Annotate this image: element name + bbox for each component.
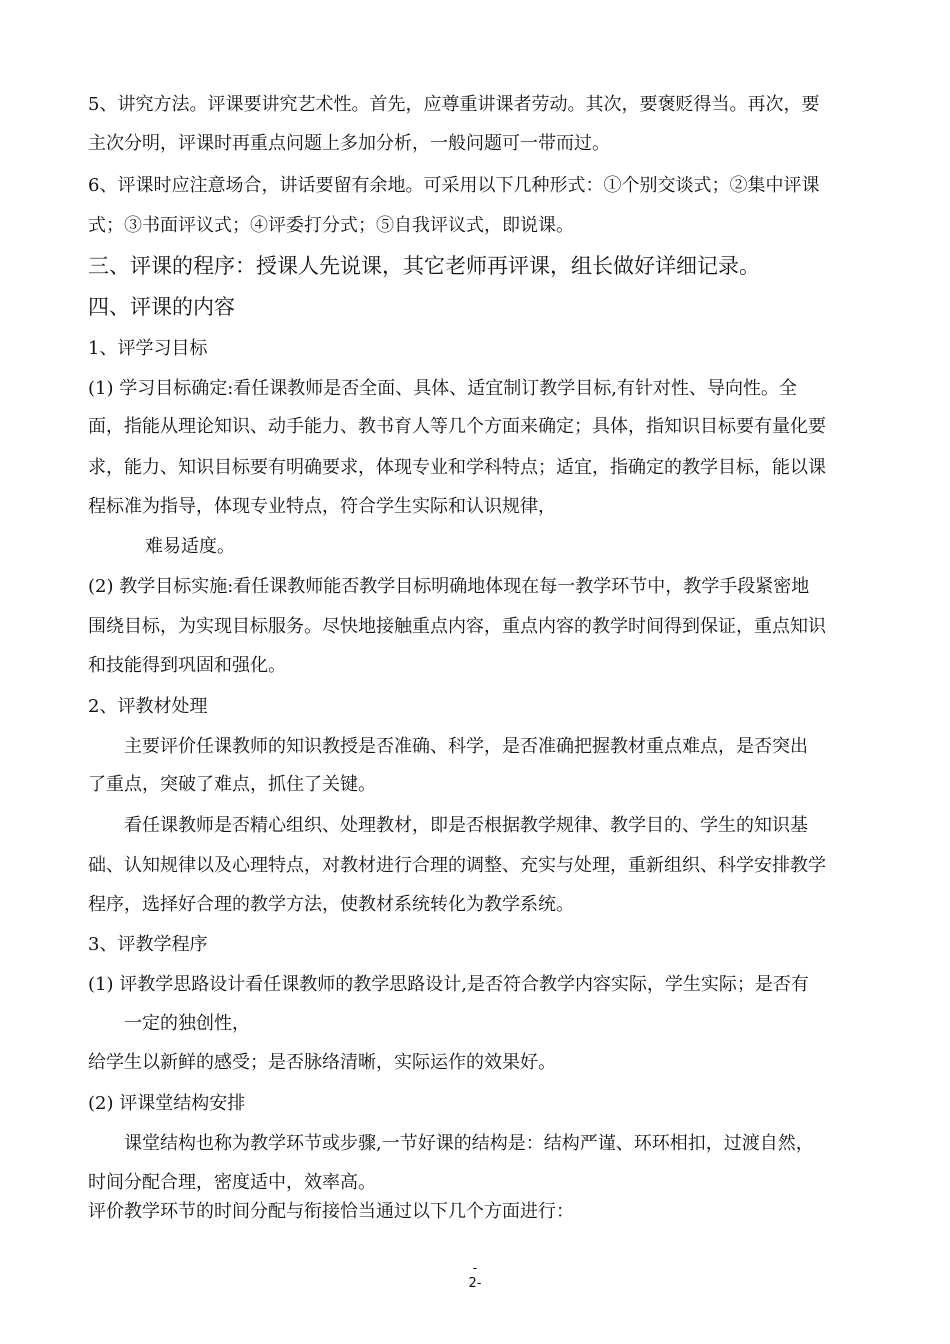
item-1-1-line-5: 难易适度。 (145, 536, 235, 557)
subsection-2-heading: 2、评教材处理 (88, 696, 208, 717)
item-1-1-line-3: 求，能力、知识目标要有明确要求，体现专业和学科特点；适宜，指确定的教学目标，能以课 (88, 457, 826, 478)
para-2-b-line-2: 础、认知规律以及心理特点，对教材进行合理的调整、充实与处理，重新组织、科学安排教学 (88, 855, 826, 876)
para-2-a-line-1: 主要评价任课教师的知识教授是否准确、科学，是否准确把握教材重点难点，是否突出 (124, 736, 808, 757)
para-3-2-line-2: 时间分配合理，密度适中，效率高。 (88, 1172, 376, 1193)
section-4-heading: 四、评课的内容 (88, 295, 235, 319)
page-number: 2- (468, 1276, 482, 1291)
item-3-1-line-3: 给学生以新鲜的感受；是否脉络清晰，实际运作的效果好。 (88, 1052, 556, 1073)
item-1-1-line-1: (1) 学习目标确定:看任课教师是否全面、具体、适宜制订教学目标,有针对性、导向性。全 (88, 378, 798, 399)
para-6-line-1: 6、评课时应注意场合，讲话要留有余地。可采用以下几种形式：①个别交谈式；②集中评课 (88, 175, 820, 196)
item-3-1-line-2: 一定的独创性， (124, 1013, 250, 1034)
para-2-b-line-1: 看任课教师是否精心组织、处理教材，即是否根据教学规律、教学目的、学生的知识基 (124, 815, 808, 836)
item-3-1-line-1: (1) 评教学思路设计看任课教师的教学思路设计,是否符合教学内容实际，学生实际；是否有 (88, 974, 809, 995)
item-1-1-line-4: 程标准为指导，体现专业特点，符合学生实际和认识规律， (88, 496, 556, 517)
item-1-2-line-1: (2) 教学目标实施:看任课教师能否教学目标明确地体现在每一教学环节中，教学手段紧密地 (88, 576, 810, 597)
para-2-a-line-2: 了重点，突破了难点，抓住了关键。 (88, 774, 376, 795)
para-6-line-2: 式；③书面评议式；④评委打分式；⑤自我评议式，即说课。 (88, 215, 574, 236)
item-3-2-heading: (2) 评课堂结构安排 (88, 1093, 246, 1114)
subsection-1-heading: 1、评学习目标 (88, 338, 208, 359)
para-2-b-line-3: 程序，选择好合理的教学方法，使教材系统转化为教学系统。 (88, 894, 574, 915)
subsection-3-heading: 3、评教学程序 (88, 934, 208, 955)
para-3-2-line-3: 评价教学环节的时间分配与衔接恰当通过以下几个方面进行： (88, 1201, 574, 1222)
section-3-heading: 三、评课的程序：授课人先说课，其它老师再评课，组长做好详细记录。 (88, 254, 760, 278)
para-5-line-1: 5、讲究方法。评课要讲究艺术性。首先，应尊重讲课者劳动。其次，要褒贬得当。再次，要 (88, 94, 820, 115)
item-1-2-line-3: 和技能得到巩固和强化。 (88, 655, 286, 676)
item-1-2-line-2: 围绕目标，为实现目标服务。尽快地接触重点内容，重点内容的教学时间得到保证，重点知识 (88, 616, 826, 637)
item-1-1-line-2: 面，指能从理论知识、动手能力、教书育人等几个方面来确定；具体，指知识目标要有量化要 (88, 416, 826, 437)
footer-dash: - (472, 1261, 478, 1276)
para-5-line-2: 主次分明，评课时再重点问题上多加分析，一般问题可一带而过。 (88, 133, 610, 154)
para-3-2-line-1: 课堂结构也称为教学环节或步骤,一节好课的结构是：结构严谨、环环相扣，过渡自然， (124, 1133, 814, 1154)
